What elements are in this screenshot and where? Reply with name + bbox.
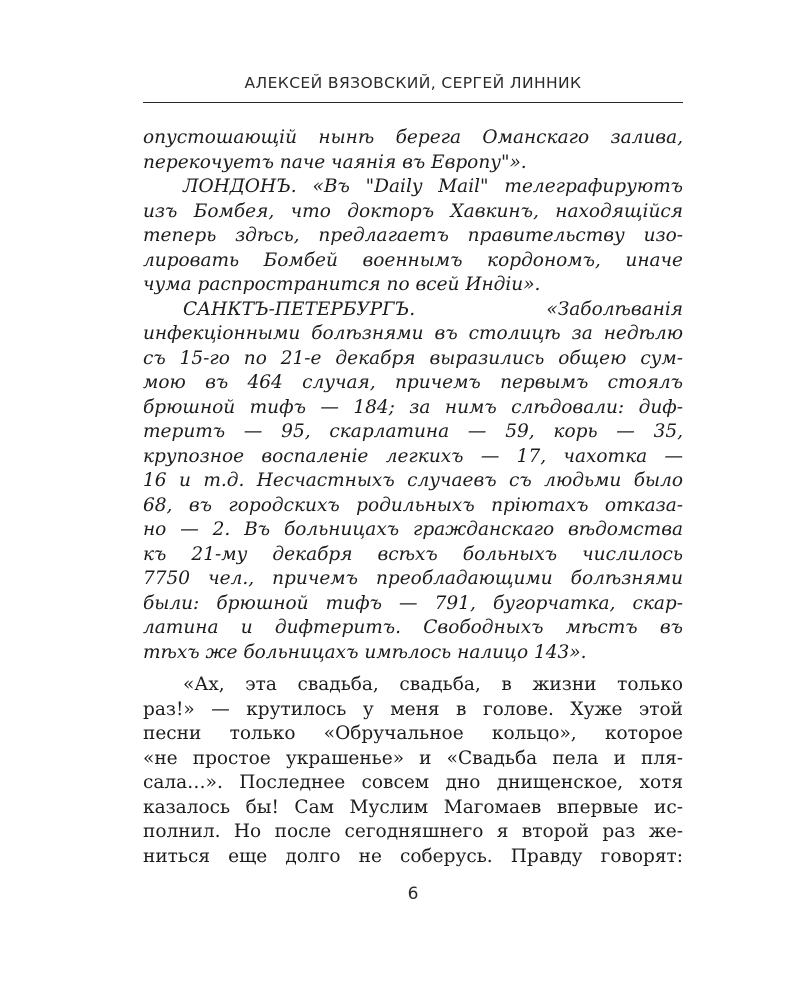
running-head: АЛЕКСЕЙ ВЯЗОВСКИЙ, СЕРГЕЙ ЛИННИК — [244, 74, 582, 92]
quote-line: 68, въ городскихъ родильныхъ пріютахъ отказа- — [143, 494, 683, 516]
quote-line: были: брюшной тифъ — 791, бугорчатка, скар- — [143, 592, 683, 614]
narrative-paragraph — [143, 673, 683, 869]
quote-line: теритъ — 95, скарлатина — 59, корь — 35, — [143, 421, 683, 442]
quoted-newspaper-block — [143, 126, 683, 665]
quote-line: латина и дифтеритъ. Свободныхъ мѣстъ въ — [143, 617, 683, 638]
quote-line: теперь здѣсь, предлагаетъ правительству изо- — [143, 225, 683, 246]
quote-line: но — 2. Въ больницахъ гражданскаго вѣдомства — [143, 519, 683, 540]
quote-line: инфекціонными болѣзнями въ столицѣ за недѣлю — [143, 323, 683, 344]
quote-line: чума распространится по всей Индіи». — [143, 274, 541, 295]
narrative-line: «Ах, эта свадьба, свадьба, в жизни только — [183, 674, 683, 695]
narrative-line: полнил. Но после сегодняшнего я второй раз же- — [143, 821, 683, 842]
page-number: 6 — [407, 884, 419, 904]
quote-line: перекочуетъ паче чаянія въ Европу"». — [143, 151, 527, 173]
quote-line: лировать Бомбей военнымъ кордономъ, иначе — [143, 249, 683, 271]
narrative-line: ниться еще долго не соберусь. Правду говорят: — [143, 845, 683, 867]
quote-line: мою въ 464 случая, причемъ первымъ стоялъ — [143, 372, 683, 393]
quote-line: брюшной тифъ — 184; за нимъ слѣдовали: диф- — [143, 396, 683, 418]
narrative-line: раз!» — крутилось у меня в голове. Хуже этой — [143, 698, 683, 720]
quote-line: опустошающій нынѣ берега Оманскаго залива, — [143, 127, 683, 148]
narrative-line: песни только «Обручальное кольцо», которое — [143, 723, 683, 744]
quote-line: къ 21-му декабря всѣхъ больныхъ числилось — [143, 543, 683, 565]
quote-line: тѣхъ же больницахъ имѣлось налицо 143». — [143, 641, 587, 663]
quote-line: ЛОНДОНЪ. «Въ "Daily Mail" телеграфируютъ — [183, 176, 683, 197]
narrative-line: сала…». Последнее совсем дно днищенское, хотя — [143, 772, 683, 793]
quote-line: крупозное воспаленіе легкихъ — 17, чахотка — — [143, 445, 683, 467]
header-rule — [143, 102, 683, 103]
quote-line: 7750 чел., причемъ преобладающими болѣзнями — [143, 568, 683, 589]
quote-line: 16 и т.д. Несчастныхъ случаевъ съ людьми было — [143, 470, 683, 491]
quote-line: съ 15-го по 21-е декабря выразились общею сум- — [143, 347, 683, 369]
narrative-line: «не простое украшенье» и «Свадьба пела и пля- — [143, 747, 683, 769]
quote-line: изъ Бомбея, что докторъ Хавкинъ, находящійся — [143, 200, 683, 222]
narrative-line: казалось бы! Сам Муслим Магомаев впервые ис- — [143, 796, 683, 818]
quote-line: САНКТЪ-ПЕТЕРБУРГЪ. «Заболѣванія — [183, 298, 683, 320]
